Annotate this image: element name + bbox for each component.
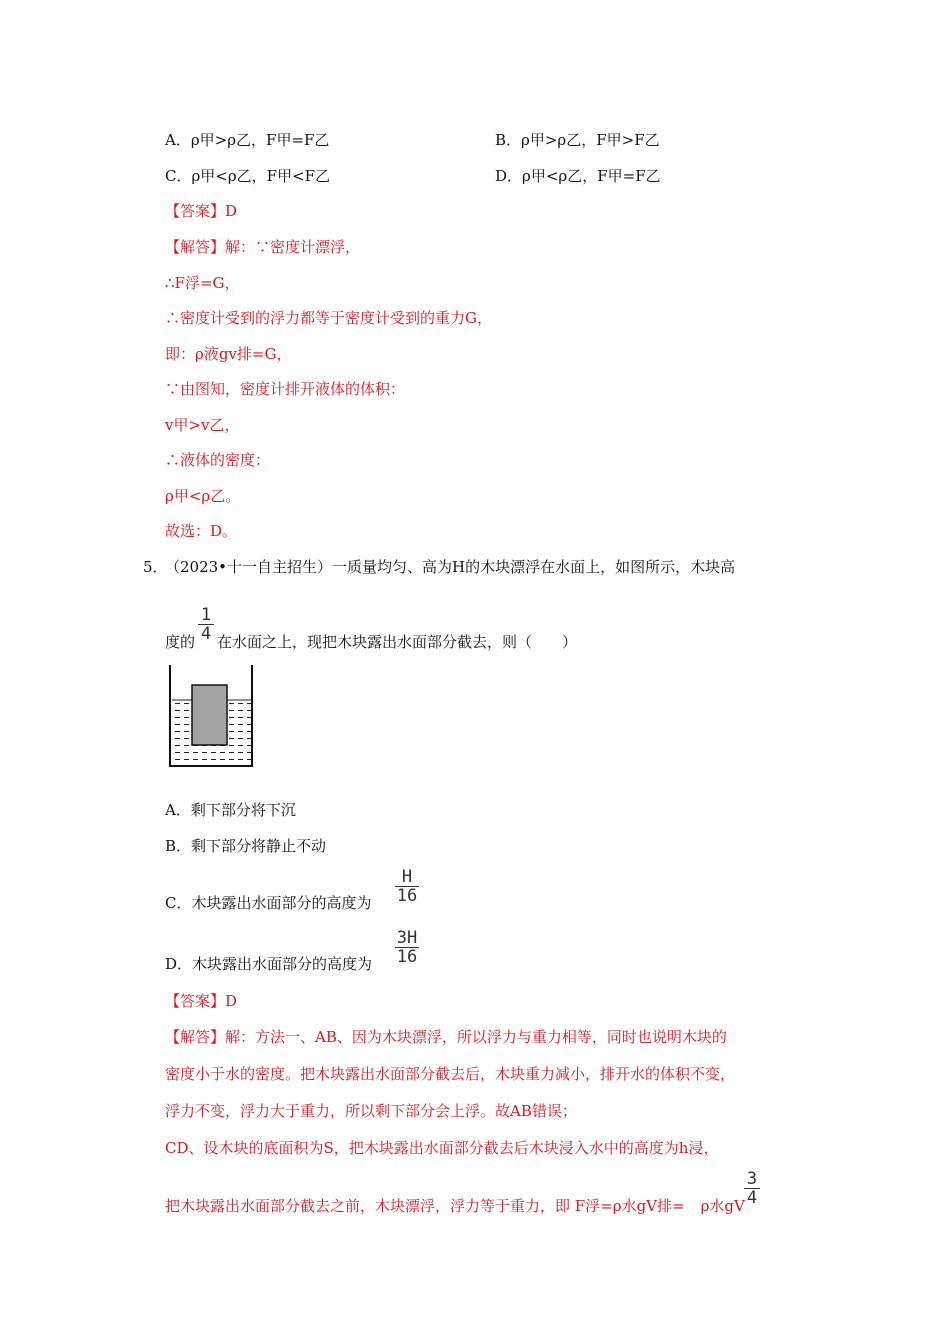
- q5-option-c: C．木块露出水面部分的高度为: [165, 894, 372, 912]
- q4-analysis-line: ∴密度计受到的浮力都等于密度计受到的重力G，: [165, 309, 492, 327]
- q5-stem-line1: （2023•十一自主招生）一质量均匀、高为H的木块漂浮在水面上，如图所示，木块高: [165, 558, 736, 576]
- q5-answer-value: D: [225, 992, 238, 1010]
- q4-option-a: A．ρ甲>ρ乙，F甲=F乙: [165, 131, 330, 149]
- q5-option-d: D．木块露出水面部分的高度为: [165, 955, 373, 973]
- fraction-denominator: 4: [200, 624, 212, 644]
- q5-stem-fraction: [198, 606, 214, 643]
- q5-option-b: B．剩下部分将静止不动: [165, 837, 327, 855]
- fraction-denominator: 16: [396, 886, 418, 906]
- q4-analysis-line: 即：ρ液gv排=G，: [165, 345, 292, 363]
- q4-answer-value: D: [225, 202, 238, 220]
- q4-analysis-line: 【解答】解：∵密度计漂浮，: [165, 238, 361, 256]
- fraction-numerator: 3: [746, 1169, 758, 1189]
- q4-option-d: D．ρ甲<ρ乙，F甲=F乙: [495, 167, 661, 185]
- floating-block-figure: [165, 665, 257, 769]
- q4-analysis-line: ∴F浮=G，: [165, 274, 240, 292]
- q5-analysis-fraction: [744, 1170, 760, 1207]
- fraction-denominator: 4: [746, 1188, 758, 1208]
- q5-stem-post: 在水面之上，现把木块露出水面部分截去，则（ ）: [217, 633, 578, 651]
- q5-analysis-line: 浮力不变，浮力大于重力，所以剩下部分会上浮。故AB错误；: [165, 1102, 577, 1120]
- q4-analysis-line: ∴液体的密度：: [165, 451, 271, 469]
- q5-analysis-line: [165, 1196, 745, 1216]
- q5-stem-line2: [165, 632, 577, 652]
- q5-analysis-line: 密度小于水的密度。把木块露出水面部分截去后，木块重力减小，排开水的体积不变，: [165, 1065, 736, 1083]
- q4-option-b: B．ρ甲>ρ乙，F甲>F乙: [495, 131, 660, 149]
- wooden-block: [192, 685, 227, 745]
- q4-answer-tag: 【答案】: [165, 202, 226, 220]
- q5-number: 5．: [143, 558, 168, 576]
- q5-answer-tag: 【答案】: [165, 992, 226, 1010]
- q5-option-a: A．剩下部分将下沉: [165, 801, 296, 819]
- fraction-numerator: 3H: [396, 928, 418, 948]
- fraction-numerator: 1: [200, 605, 212, 625]
- q4-analysis-line: 故选：D。: [165, 522, 238, 540]
- q5-analysis-line: CD、设木块的底面积为S，把木块露出水面部分截去后木块浸入水中的高度为h浸，: [165, 1139, 719, 1157]
- q5-answer-line: [165, 991, 237, 1011]
- q4-analysis-line: v甲>v乙，: [165, 416, 240, 434]
- q4-analysis-line: ρ甲<ρ乙。: [165, 487, 241, 505]
- fraction-denominator: 16: [396, 947, 418, 967]
- fraction-numerator: H: [401, 867, 413, 887]
- q4-option-c: C．ρ甲<ρ乙，F甲<F乙: [165, 167, 331, 185]
- q5-analysis-5-post: ρ水gV: [700, 1197, 745, 1215]
- q5-option-c-fraction: [395, 868, 419, 905]
- q5-analysis-5-pre: 把木块露出水面部分截去之前，木块漂浮，浮力等于重力，即 F浮=ρ水gV排=: [165, 1197, 685, 1215]
- q4-analysis-line: ∵由图知，密度计排开液体的体积：: [165, 380, 406, 398]
- q5-option-d-fraction: [395, 929, 419, 966]
- q4-answer-line: [165, 201, 237, 221]
- q5-analysis-line: 【解答】解：方法一、AB、因为木块漂浮，所以浮力与重力相等，同时也说明木块的: [165, 1028, 727, 1046]
- q5-stem-pre: 度的: [165, 633, 196, 651]
